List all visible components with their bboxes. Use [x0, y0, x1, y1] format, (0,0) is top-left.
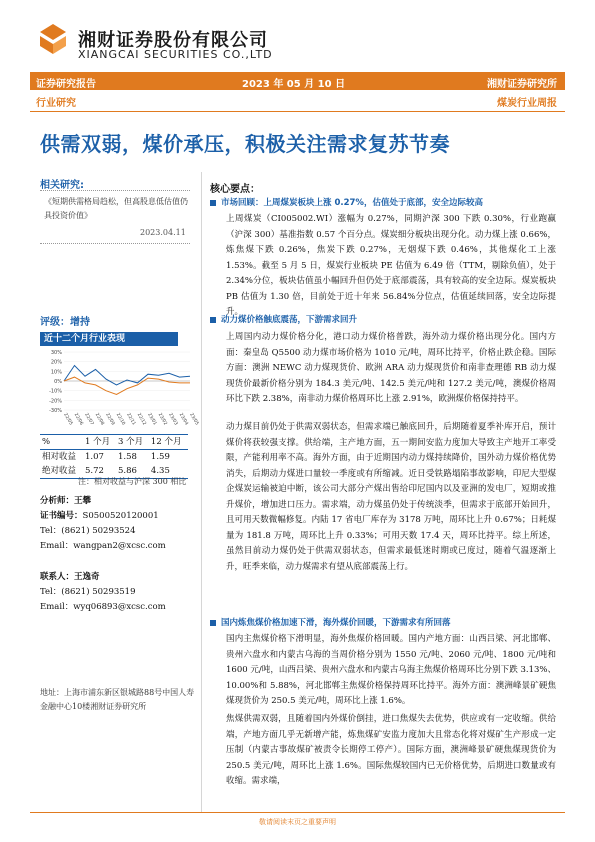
company-logo: [38, 22, 68, 56]
footer-divider: [30, 812, 565, 813]
header-subrow: [30, 92, 565, 108]
x-tick-label: 22/11: [125, 412, 137, 427]
paragraph: 国内主焦煤价格下滑明显，海外焦煤价格回暖。国内产地方面：山西吕梁、河北邯郸、贵州六盘水和内蒙古乌海的当周价格分别为 1550 元/吨、2060 元/吨、1800 元/吨和 1600 元/吨，山西吕梁、贵州六盘水和内蒙古乌海主焦煤价格周环比分别下跌 3.13%、10.00%和 5.88%，河北邯郸主焦煤价格保持周环比持平。海外方面：澳洲峰景矿硬焦煤现货价为 250.5 美元/吨，周环比上涨 1.6%。: [226, 634, 556, 706]
x-tick-label: 23/01: [146, 412, 158, 427]
row-label: 相对收益: [42, 452, 77, 462]
table-header: 1 个月: [83, 435, 116, 450]
table-row: [40, 450, 188, 465]
header-bar: [30, 72, 565, 90]
bullet-heading-1: 市场回顾：上周煤炭板块上涨 0.27%，估值处于底部，安全边际较高: [210, 196, 483, 208]
y-tick-label: 10%: [50, 369, 62, 376]
related-research-title: 相关研究:: [40, 180, 84, 191]
paragraph: 动力煤目前仍处于供需双弱状态，但需求端已触底回升，后期随着夏季补库开启，预计煤价将获较强支撑。供给端，主产地方面，五一期间安监力度加大导致主产地开工率受限，产能利用率不高。海外方面，由于近期国内动力煤持续降价，国外动力煤价格优势消失，后期动力煤进口量较一季度或有所缩减。近日受铁路塌陷事故影响，印尼大型煤企煤炭运输被迫中断，该公司大部分产煤出售给印尼国内以及亚洲的发电厂，短期或推升煤价，增加进口压力。需求端，动力煤虽仍处于传统淡季，但需求于底部开始回升，且可用天数微幅修复。内陆 17 省电厂库存为 3178 万吨，周环比上升 0.67%；日耗煤量为 181.8 万吨，周环比上升 0.33%；可用天数 17.4 天，周环比持平。综上所述，虽然目前动力煤仍处于供需双弱状态，但需求最低迷时期或已度过，随着气温逐渐上升，旺季来临，动力煤需求有望从底部震荡上行。: [226, 422, 556, 572]
y-tick-label: 30%: [50, 350, 62, 356]
analyst-1-name: 分析师：王攀: [40, 496, 92, 506]
x-tick-label: 23/02: [156, 412, 168, 427]
table-cell: 4.35: [149, 464, 188, 479]
table-header: 3 个月: [116, 435, 149, 450]
x-tick-label: 22/09: [104, 412, 116, 427]
y-tick-label: -30%: [49, 408, 62, 414]
y-tick-label: -20%: [49, 398, 62, 405]
x-tick-label: 22/07: [83, 412, 95, 427]
bullet-icon: [210, 317, 216, 323]
report-series: 煤炭行业周报: [497, 98, 557, 109]
x-tick-label: 22/12: [135, 412, 147, 427]
analyst-1-tel: Tel：(8621) 50293524: [40, 526, 136, 536]
analyst-2-name: 联系人：王逸奇: [40, 572, 100, 582]
analyst-1-email[interactable]: Email：wangpan2@xcsc.com: [40, 541, 166, 551]
bullet-icon: [210, 200, 216, 206]
bullet-icon: [210, 620, 216, 626]
company-name-en: XIANGCAI SECURITIES CO.,LTD: [78, 48, 273, 61]
bullet-heading-2: 动力煤价格触底震荡，下游需求回升: [210, 313, 357, 325]
y-tick-label: -10%: [49, 388, 62, 395]
analyst-1-cert: 证书编号：S0500520120001: [40, 511, 159, 521]
table-cell: 1.59: [150, 452, 170, 462]
chart-title: 近十二个月行业表现: [40, 332, 178, 346]
table-cell: 5.86: [116, 464, 149, 479]
header-divider: [30, 111, 565, 112]
institute-name: 湘财证券研究所: [487, 79, 557, 90]
performance-table: [40, 434, 188, 479]
y-tick-label: 0%: [54, 379, 62, 385]
x-tick-label: 23/05: [188, 412, 200, 427]
rating-label: 评级：增持: [40, 317, 90, 328]
x-tick-label: 22/10: [114, 412, 126, 427]
x-tick-label: 22/06: [72, 412, 84, 427]
analyst-2-email[interactable]: Email：wyq06893@xcsc.com: [40, 602, 166, 612]
report-date: 2023 年 05 月 10 日: [242, 79, 346, 90]
row-label: 绝对收益: [40, 464, 83, 479]
report-category: 行业研究: [36, 98, 76, 109]
column-divider: [201, 172, 202, 812]
address: 地址：上海市浦东新区银城路88号中国人寿金融中心10楼湘财证券研究所: [40, 688, 195, 711]
x-tick-label: 23/03: [167, 412, 179, 427]
table-cell: 1.58: [117, 452, 137, 462]
x-tick-label: 22/05: [62, 412, 74, 427]
footer-disclaimer: 敬请阅读末页之重要声明: [259, 818, 336, 826]
y-tick-label: 20%: [50, 359, 62, 366]
divider: [40, 243, 190, 244]
table-cell: 1.07: [85, 452, 104, 462]
paragraph: 上周国内动力煤价格分化，港口动力煤价格普跌，海外动力煤价格出现分化。国内方面：秦皇岛 Q5500 动力煤市场价格为 1010 元/吨，周环比持平，价格止跌企稳。国际方面：澳洲 NEWC 动力煤现货价、欧洲 ARA 动力煤现货价和南非查理德 RB 动力煤现货价最新价格分别为 184.3 美元/吨、142.5 美元/吨和 127.2 美元/吨，澳煤价格周环比下跌 2.38%，南非动力煤价格周环比上涨 2.91%，欧洲煤价格保持持平。: [226, 332, 556, 404]
bullet-heading-3: 国内炼焦煤价格加速下滑，海外煤价回暖，下游需求有所回落: [210, 616, 451, 628]
x-tick-label: 22/08: [93, 412, 105, 427]
table-header: %: [40, 435, 83, 450]
paragraph: 上周煤炭（CI005002.WI）涨幅为 0.27%，同期沪深 300 下跌 0.30%，行业跑赢（沪深 300）基准指数 0.57 个百分点。煤炭细分板块出现分化。动力煤上涨 0.66%，炼焦煤下跌 0.26%，焦炭下跌 0.27%，无烟煤下跌 0.46%，其他煤化工上涨 1.53%。截至 5 月 5 日，煤炭行业板块 PE 估值为 6.49 倍（TTM，剔除负值），处于 2.34%分位，板块估值虽小幅回升但仍处于底部震荡，具有较高的安全边际。煤炭板块 PB 估值为 1.30 倍，目前处于近十年来 56.84%分位点，估值延续回落，安全边际提升。: [226, 214, 556, 317]
industry-performance-chart: [40, 348, 200, 428]
table-header: 12 个月: [149, 435, 188, 450]
company-name-cn: 湘财证券股份有限公司: [78, 30, 268, 51]
page-title: 供需双弱，煤价承压，积极关注需求复苏节奏: [40, 132, 450, 156]
analyst-2-tel: Tel：(8621) 50293519: [40, 587, 136, 597]
x-tick-label: 23/04: [177, 412, 189, 427]
report-type: 证券研究报告: [36, 79, 96, 90]
table-header-row: [40, 435, 188, 450]
key-points-title: 核心要点：: [210, 184, 260, 195]
table-note: 注：相对收益与沪深 300 相比: [78, 477, 187, 486]
table-cell: 5.72: [83, 464, 116, 479]
paragraph: 焦煤供需双弱，且随着国内外煤价倒挂，进口焦煤失去优势，供应或有一定收缩。供给端，产地方面几乎无新增产能，炼焦煤矿安监力度加大且常态化将对煤矿生产形成一定压制（内蒙古事故煤矿被责令长期停工停产）。国际方面，澳洲峰景矿硬焦煤现货价为 250.5 美元/吨，周环比上涨 1.6%。国际焦煤较国内已无价格优势，后期进口数量或有收缩。需求端，: [226, 714, 556, 786]
related-research-date: 2023.04.11: [140, 228, 186, 237]
related-research-item[interactable]: 《短期供需格局趋松，但高股息低估值仍具投资价值》: [44, 197, 188, 220]
